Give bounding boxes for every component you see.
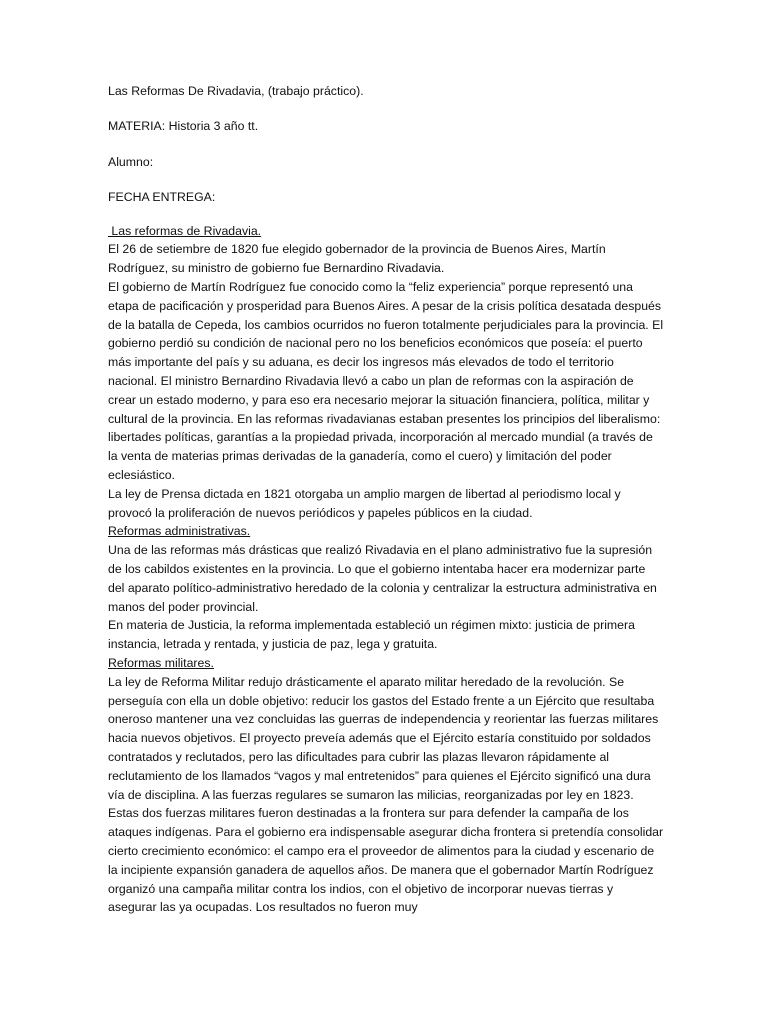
document-content (108, 82, 664, 917)
document-title: Las Reformas De Rivadavia, (trabajo práctico). (108, 84, 364, 98)
intro-paragraph-3: La ley de Prensa dictada en 1821 otorgaba un amplio margen de libertad al periodismo local y provocó la proliferación de nuevos periódicos y papeles públicos en la ciudad. (108, 486, 621, 520)
intro-paragraph-1: El 26 de setiembre de 1820 fue elegido gobernador de la provincia de Buenos Aires, Martín Rodríguez, su ministro de gobierno fue Bernardino Rivadavia. (108, 242, 606, 276)
military-paragraph-1: La ley de Reforma Militar redujo drásticamente el aparato militar heredado de la revolución. Se perseguía con ella un doble objetivo: reducir los gastos del Estado frente a un Ejército que resultaba oneroso mantener una vez concluidas las guerras de independencia y reorientar las fuerzas militares hacia nuevos objetivos. El proyecto preveía además que el Ejército estaría constituido por soldados contratados y reclutados, pero las dificultades para cubrir las plazas llevaron rápidamente al reclutamiento de los llamados “vagos y mal entretenidos” para quienes el Ejército significó una dura vía de disciplina. A las fuerzas regulares se sumaron las milicias, reorganizadas por ley en 1823. (108, 674, 659, 802)
due-date-line: FECHA ENTREGA: (108, 189, 216, 204)
admin-paragraph-1: Una de las reformas más drásticas que realizó Rivadavia en el plano administrativo fue la supresión de los cabildos existentes en la provincia. Lo que el gobierno intentaba hacer era modernizar parte del aparato político-administrativo heredado de la colonia y centralizar la estructura administrativa en manos del poder provincial. (108, 543, 657, 614)
main-heading: Las reformas de Rivadavia. (108, 223, 262, 238)
subject-line: MATERIA: Historia 3 año tt. (108, 119, 259, 134)
military-paragraph-2: Estas dos fuerzas militares fueron destinadas a la frontera sur para defender la campaña de los ataques indígenas. Para el gobierno era indispensable asegurar dicha frontera si pretendía consolidar cierto crecimiento económico: el campo era el proveedor de alimentos para la ciudad y escenario de la incipiente expansión ganadera de aquellos años. De manera que el gobernador Martín Rodríguez organizó una campaña militar contra los indios, con el objetivo de incorporar nuevas tierras y asegurar las ya ocupadas. Los resultados no fueron muy (108, 806, 664, 915)
admin-paragraph-2: En materia de Justicia, la reforma implementada estableció un régimen mixto: justicia de primera instancia, letrada y rentada, y justicia de paz, lega y gratuita. (108, 618, 635, 652)
intro-paragraph-2: El gobierno de Martín Rodríguez fue conocido como la “feliz experiencia” porque representó una etapa de pacificación y prosperidad para Buenos Aires. A pesar de la crisis política desatada después de la batalla de Cepeda, los cambios ocurridos no fueron totalmente perjudiciales para la provincia. El gobierno perdió su condición de nacional pero no los beneficios económicos que poseía: el puerto más importante del país y su aduana, es decir los ingresos más elevados de todo el territorio nacional. El ministro Bernardino Rivadavia llevó a cabo un plan de reformas con la aspiración de crear un estado moderno, y para eso era necesario mejorar la situación financiera, política, militar y cultural de la provincia. En las reformas rivadavianas estaban presentes los principios del liberalismo: libertades políticas, garantías a la propiedad privada, incorporación al mercado mundial (a través de la venta de materias primas derivadas de la ganadería, como el cuero) y limitación del poder eclesiástico. (108, 280, 664, 483)
military-reforms-heading: Reformas militares. (108, 656, 214, 671)
admin-reforms-heading: Reformas administrativas. (108, 524, 251, 539)
student-line: Alumno: (108, 154, 154, 169)
